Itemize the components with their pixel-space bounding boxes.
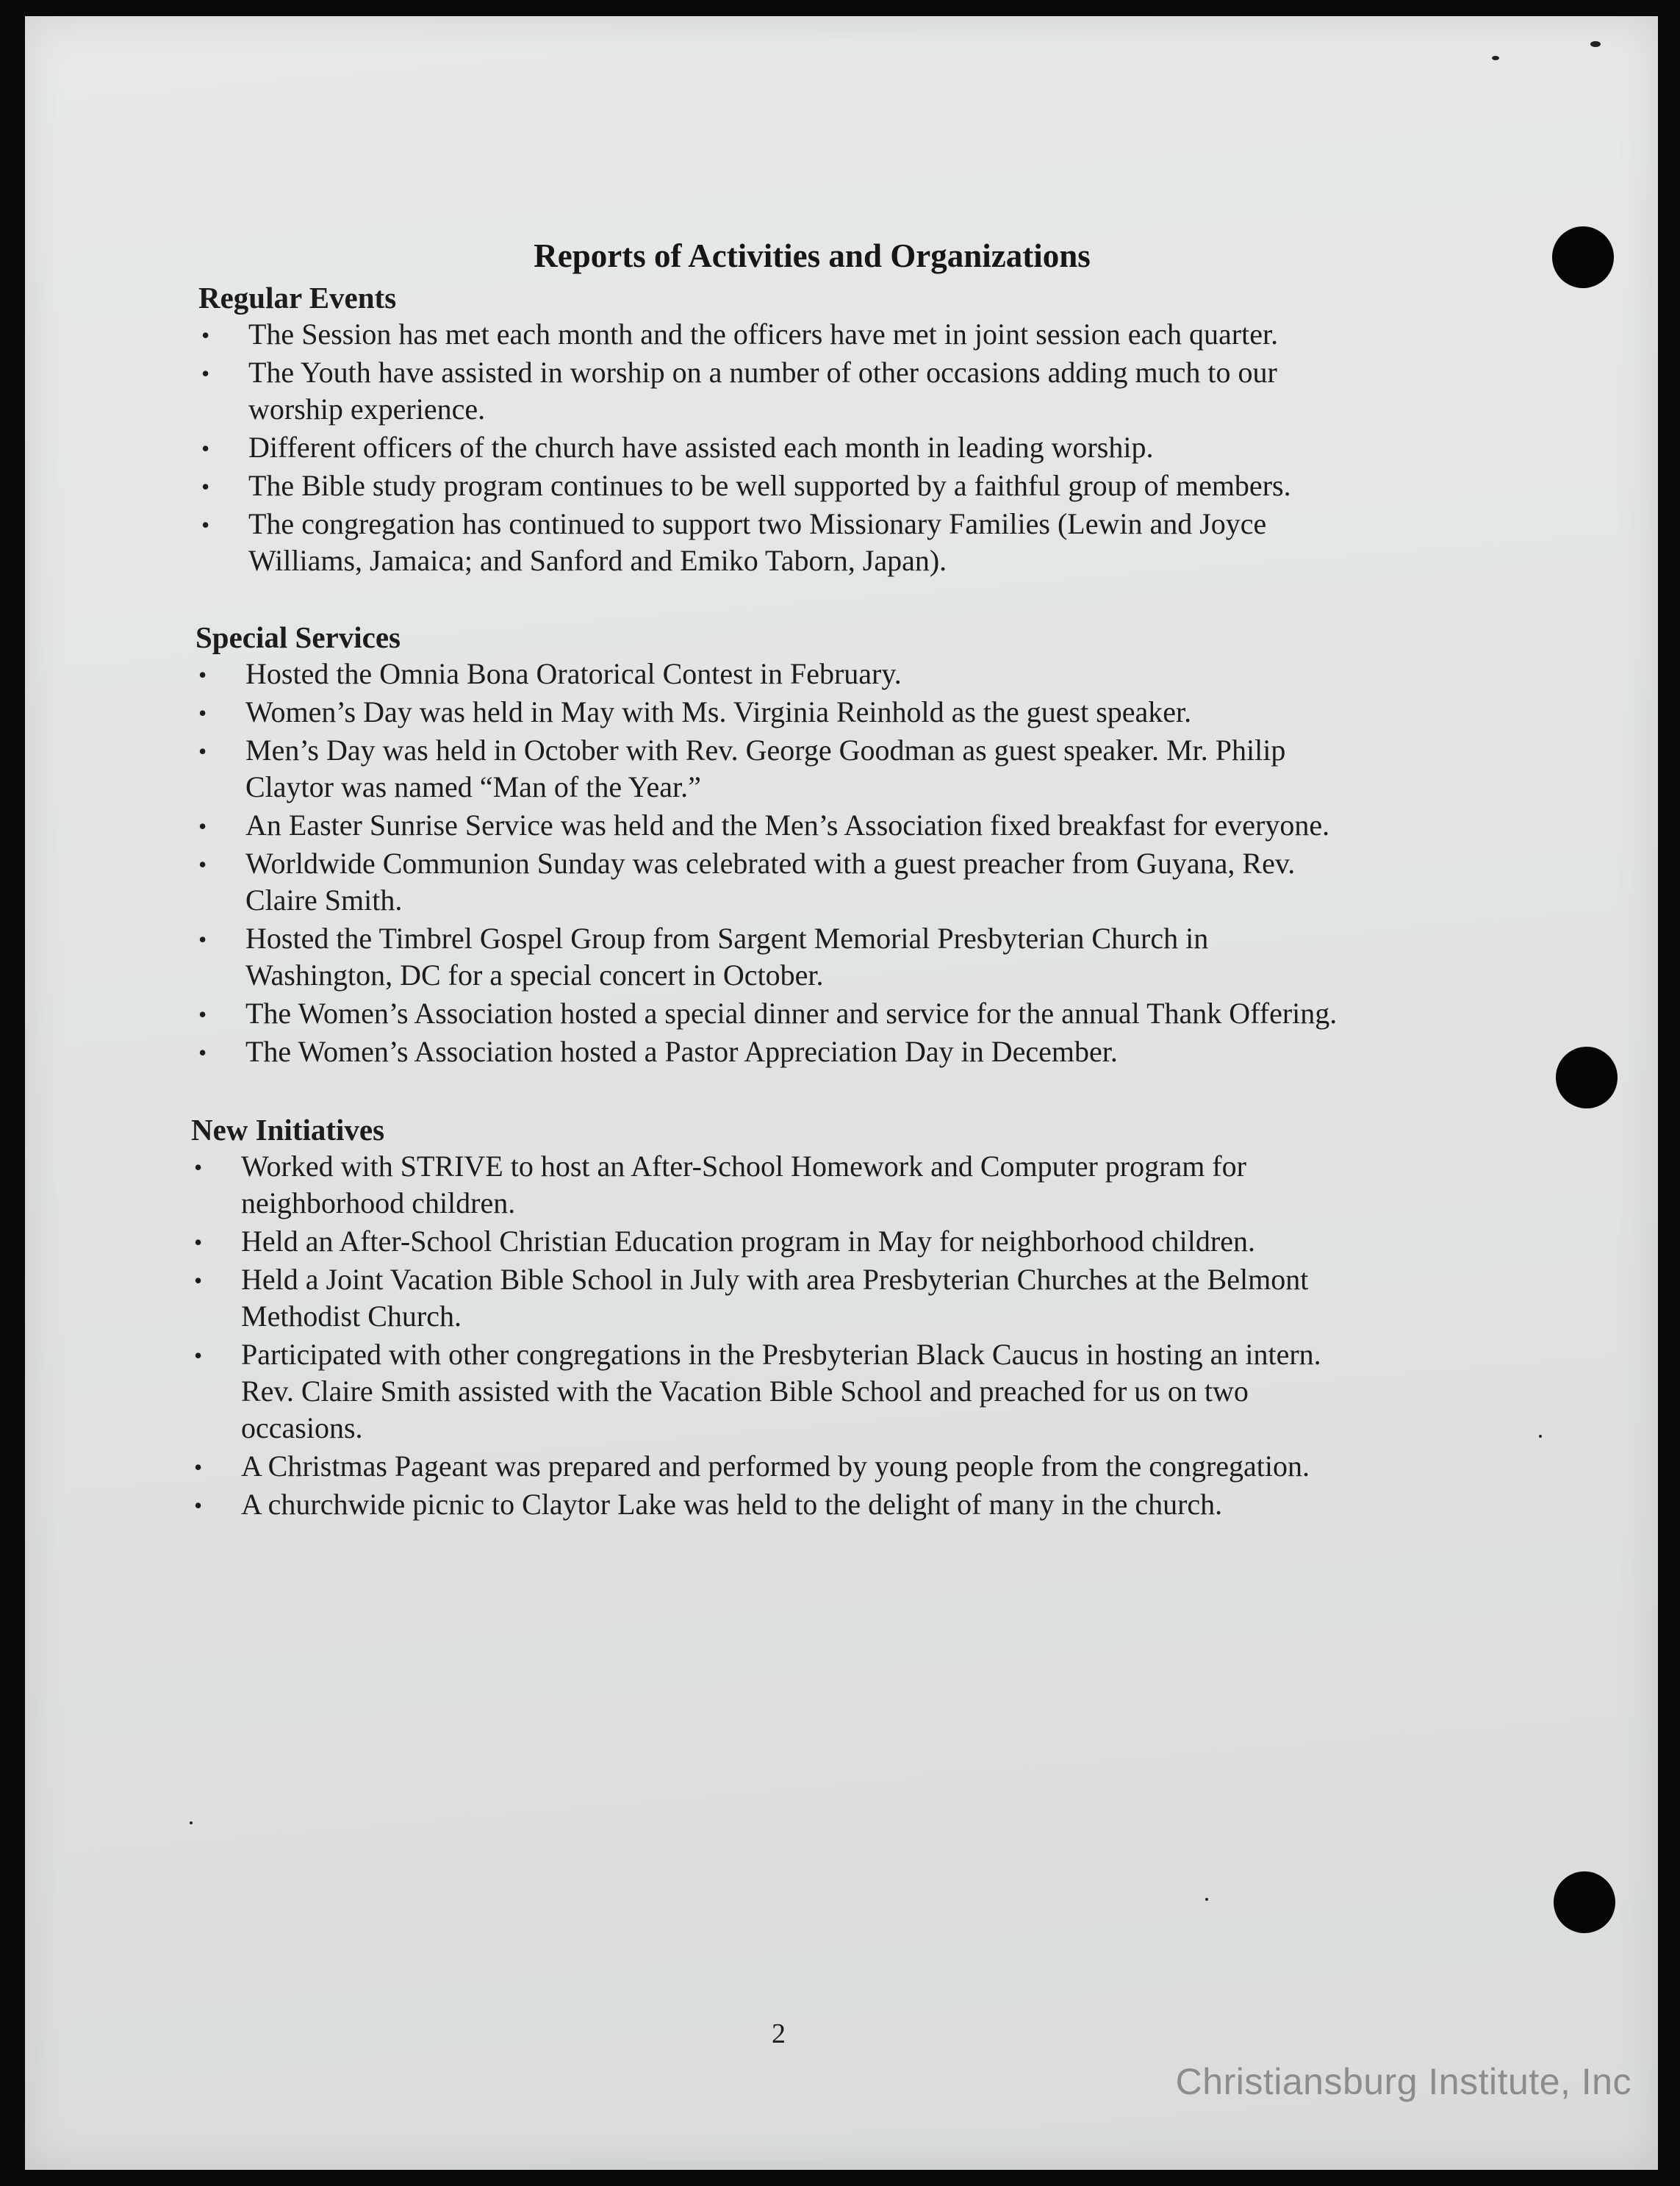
list-item-text: Held a Joint Vacation Bible School in July with area Presbyterian Churches at the Belmont Methodist Church. bbox=[241, 1263, 1309, 1333]
list-item bbox=[195, 845, 1467, 919]
bullet-icon: • bbox=[201, 435, 210, 462]
paper-speck bbox=[1539, 1435, 1542, 1438]
list-item bbox=[195, 656, 1467, 692]
bullet-icon: • bbox=[198, 1039, 207, 1066]
punch-hole-middle bbox=[1556, 1047, 1618, 1108]
bullet-icon: • bbox=[201, 473, 210, 500]
bullet-icon: • bbox=[201, 360, 210, 387]
list-item-text: A churchwide picnic to Claytor Lake was held to the delight of many in the church. bbox=[241, 1488, 1223, 1521]
list-item-text: A Christmas Pageant was prepared and performed by young people from the congregation. bbox=[241, 1449, 1310, 1483]
section-heading: Regular Events bbox=[198, 281, 397, 315]
list-item bbox=[198, 467, 1462, 504]
bullet-icon: • bbox=[198, 813, 207, 839]
section-heading: New Initiatives bbox=[191, 1113, 385, 1147]
list-item bbox=[191, 1261, 1470, 1335]
list-item bbox=[195, 732, 1467, 806]
bullet-icon: • bbox=[201, 512, 210, 538]
document-title bbox=[0, 237, 1633, 275]
list-item-text: Women’s Day was held in May with Ms. Virginia Reinhold as the guest speaker. bbox=[245, 695, 1192, 728]
bullet-icon: • bbox=[198, 662, 207, 688]
list-item bbox=[198, 506, 1462, 579]
list-item bbox=[191, 1336, 1470, 1447]
bullet-list bbox=[195, 656, 1467, 1070]
document-title-text: Reports of Activities and Organizations bbox=[534, 237, 1091, 274]
section-new-initiatives bbox=[191, 1111, 1470, 1524]
section-heading: Special Services bbox=[195, 620, 401, 654]
list-item-text: Held an After-School Christian Education program in May for neighborhood children. bbox=[241, 1225, 1255, 1258]
list-item-text: The Bible study program continues to be well supported by a faithful group of members. bbox=[248, 469, 1291, 502]
list-item-text: Men’s Day was held in October with Rev. George Goodman as guest speaker. Mr. Philip Claytor was named “Man of the Year.” bbox=[245, 734, 1286, 803]
bullet-list bbox=[198, 316, 1462, 579]
list-item-text: The Women’s Association hosted a Pastor Appreciation Day in December. bbox=[245, 1035, 1118, 1068]
section-regular-events bbox=[198, 279, 1462, 581]
list-item-text: Hosted the Timbrel Gospel Group from Sargent Memorial Presbyterian Church in Washington, DC for a special concert in October. bbox=[245, 922, 1209, 992]
list-item bbox=[195, 694, 1467, 731]
paper-speck bbox=[190, 1821, 193, 1824]
bullet-icon: • bbox=[198, 738, 207, 764]
watermark: Christiansburg Institute, Inc bbox=[1175, 2061, 1631, 2102]
bullet-icon: • bbox=[198, 1001, 207, 1028]
list-item-text: Worldwide Communion Sunday was celebrated with a guest preacher from Guyana, Rev. Claire Smith. bbox=[245, 847, 1296, 917]
bullet-icon: • bbox=[194, 1342, 203, 1369]
bullet-icon: • bbox=[194, 1454, 203, 1480]
list-item-text: The Session has met each month and the officers have met in joint session each quarter. bbox=[248, 318, 1279, 351]
list-item bbox=[195, 995, 1467, 1032]
paper-speck bbox=[1205, 1898, 1208, 1901]
punch-hole-bottom bbox=[1554, 1871, 1615, 1933]
list-item-text: An Easter Sunrise Service was held and the Men’s Association fixed breakfast for everyone. bbox=[245, 809, 1330, 842]
list-item-text: The congregation has continued to support two Missionary Families (Lewin and Joyce Williams, Jamaica; and Sanford and Emiko Taborn, Japan). bbox=[248, 507, 1267, 577]
list-item-text: Different officers of the church have assisted each month in leading worship. bbox=[248, 431, 1154, 464]
list-item-text: The Women’s Association hosted a special dinner and service for the annual Thank Offering. bbox=[245, 997, 1338, 1030]
list-item bbox=[195, 920, 1467, 994]
list-item bbox=[195, 807, 1467, 844]
bullet-list bbox=[191, 1148, 1470, 1523]
page-number: 2 bbox=[772, 2018, 786, 2049]
bullet-icon: • bbox=[194, 1229, 203, 1255]
list-item-text: Participated with other congregations in the Presbyterian Black Caucus in hosting an intern. Rev. Claire Smith assisted with the Vacation Bible School and preached for us on two occasions. bbox=[241, 1338, 1321, 1444]
bullet-icon: • bbox=[194, 1492, 203, 1519]
list-item bbox=[198, 354, 1462, 428]
bullet-icon: • bbox=[198, 700, 207, 726]
paper-speck bbox=[1590, 41, 1601, 47]
list-item bbox=[191, 1486, 1470, 1523]
list-item bbox=[198, 316, 1462, 353]
bullet-icon: • bbox=[194, 1267, 203, 1294]
list-item bbox=[191, 1223, 1470, 1260]
list-item bbox=[195, 1033, 1467, 1070]
bullet-icon: • bbox=[198, 851, 207, 878]
section-special-services bbox=[195, 619, 1467, 1072]
list-item-text: Worked with STRIVE to host an After-School Homework and Computer program for neighborhood children. bbox=[241, 1150, 1246, 1219]
bullet-icon: • bbox=[198, 926, 207, 953]
bullet-icon: • bbox=[201, 322, 210, 348]
paper-speck bbox=[1492, 56, 1499, 60]
bullet-icon: • bbox=[194, 1154, 203, 1180]
list-item bbox=[191, 1448, 1470, 1485]
list-item-text: The Youth have assisted in worship on a number of other occasions adding much to our worship experience. bbox=[248, 356, 1277, 426]
list-item-text: Hosted the Omnia Bona Oratorical Contest in February. bbox=[245, 657, 902, 690]
list-item bbox=[198, 429, 1462, 466]
list-item bbox=[191, 1148, 1470, 1222]
